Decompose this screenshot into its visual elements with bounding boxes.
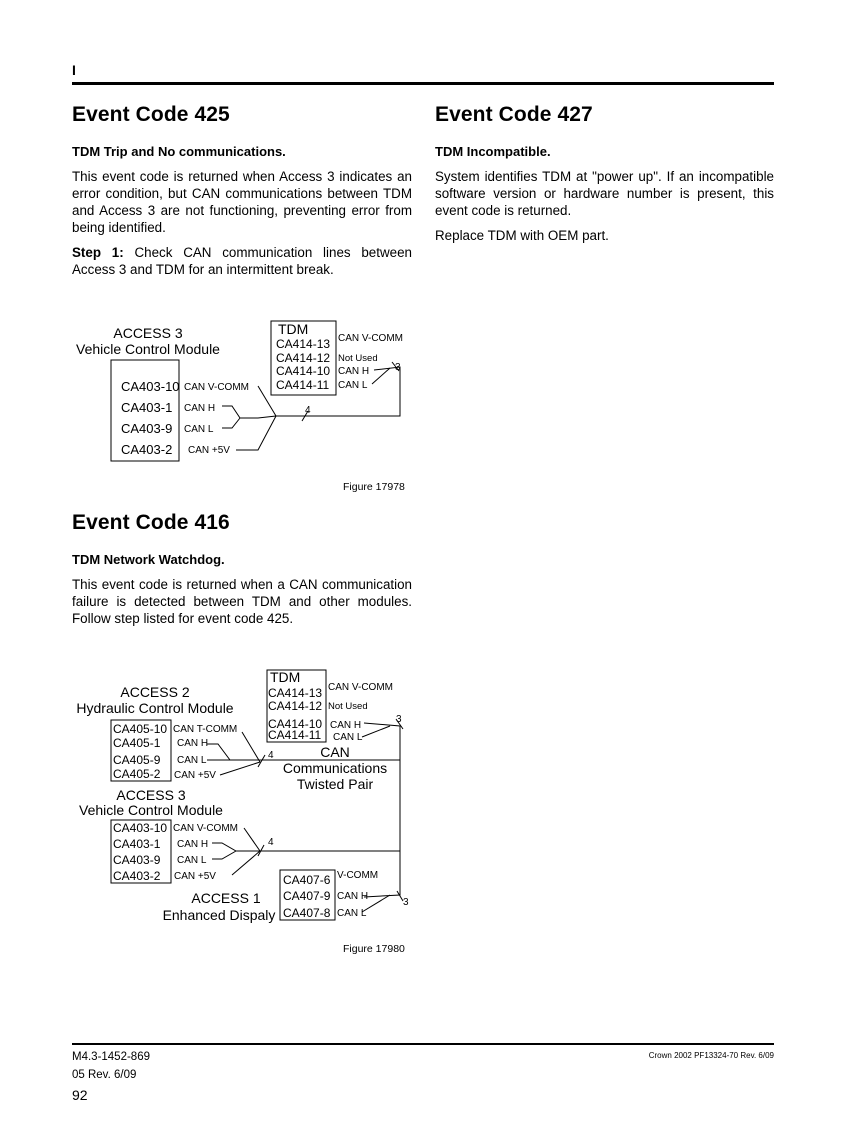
fig1-tdm-pin: CA414-11 <box>276 378 330 392</box>
figure-17980-diagram <box>70 666 416 928</box>
fig2-wire <box>207 744 400 760</box>
fig2-access2-pin: CA405-2 <box>113 767 161 781</box>
fig2-access2-signal: CAN L <box>177 755 207 766</box>
event-427-body-2: Replace TDM with OEM part. <box>435 228 609 243</box>
fig2-wire <box>212 851 236 859</box>
fig2-access2-pin: CA405-10 <box>113 722 168 736</box>
fig2-access1-pin: CA407-9 <box>283 889 331 903</box>
fig2-access3-signal: CAN H <box>177 839 209 850</box>
fig1-tdm-signal: Not Used <box>338 353 378 364</box>
fig1-wire <box>222 418 240 428</box>
fig2-access1-signal: CAN H <box>337 891 369 902</box>
fig2-access3-pin: CA403-2 <box>113 869 161 883</box>
fig2-wire-count: 4 <box>268 837 274 848</box>
fig2-tdm-pin: CA414-12 <box>268 699 323 713</box>
fig2-access1-signal: V-COMM <box>337 870 379 881</box>
fig2-access1-subtitle: Enhanced Dispaly <box>162 907 276 923</box>
event-427-subtitle: TDM Incompatible. <box>435 144 551 159</box>
fig2-access1-title: ACCESS 1 <box>191 890 261 906</box>
fig2-access2-pin: CA405-9 <box>113 753 161 767</box>
footer-copyright: Crown 2002 PF13324-70 Rev. 6/09 <box>648 1051 774 1060</box>
footer-revision: 05 Rev. 6/09 <box>72 1069 137 1081</box>
fig1-tdm-signal: CAN L <box>338 380 368 391</box>
fig1-tdm-title: TDM <box>278 321 309 337</box>
fig1-tdm-signal: CAN H <box>338 366 370 377</box>
fig1-access-signal: CAN +5V <box>188 445 230 456</box>
section-letter: I <box>72 62 76 78</box>
fig2-access2-signal: CAN +5V <box>174 770 216 781</box>
figure-17978-diagram <box>66 318 416 468</box>
event-416-body: This event code is returned when a CAN communication failure is detected between TDM and other modules. Follow step listed for event code 425. <box>72 577 412 626</box>
fig2-wire <box>244 828 260 851</box>
figure-17978-caption: Figure 17978 <box>343 481 405 493</box>
fig2-tdm-pin: CA414-11 <box>268 728 322 742</box>
fig1-access-signal: CAN V-COMM <box>184 382 249 393</box>
fig2-access2-subtitle: Hydraulic Control Module <box>76 700 234 716</box>
event-416-subtitle: TDM Network Watchdog. <box>72 552 225 567</box>
fig1-access-title: ACCESS 3 <box>113 325 183 341</box>
fig1-access-pin: CA403-9 <box>121 421 173 436</box>
fig2-tdm-signal: CAN H <box>330 720 362 731</box>
event-425-subtitle: TDM Trip and No communications. <box>72 144 286 159</box>
top-rule <box>72 82 774 85</box>
fig1-wire <box>258 386 276 416</box>
fig2-tdm-signal: Not Used <box>328 701 368 712</box>
fig2-access3-signal: CAN V-COMM <box>173 823 238 834</box>
fig1-access-pin: CA403-1 <box>121 400 173 415</box>
event-416-title: Event Code 416 <box>72 511 230 534</box>
fig2-access3-pin: CA403-9 <box>113 853 161 867</box>
fig2-wire-count: 3 <box>403 897 409 908</box>
fig2-access3-subtitle: Vehicle Control Module <box>79 802 223 818</box>
fig1-tdm-signal: CAN V-COMM <box>338 333 403 344</box>
fig2-can-label-2: Communications <box>282 760 388 776</box>
fig2-wire <box>220 762 260 775</box>
fig2-access2-signal: CAN T-COMM <box>173 724 238 735</box>
fig1-access-subtitle: Vehicle Control Module <box>76 341 220 357</box>
event-416-section <box>72 511 412 627</box>
page-number: 92 <box>72 1087 88 1103</box>
fig2-access3-signal: CAN +5V <box>174 871 216 882</box>
footer-doc-number: M4.3-1452-869 <box>72 1051 150 1063</box>
event-425-step <box>72 244 412 278</box>
fig2-wire <box>362 726 390 737</box>
fig2-tdm-pin: CA414-13 <box>268 686 323 700</box>
event-425-title: Event Code 425 <box>72 103 230 126</box>
fig1-access-pin: CA403-2 <box>121 442 173 457</box>
fig2-access3-pin: CA403-1 <box>113 837 161 851</box>
fig2-access1-signal: CAN L <box>337 908 367 919</box>
event-427-body: System identifies TDM at "power up". If an incompatible software version or hardware number is present, this event code is returned. <box>435 169 774 218</box>
fig2-wire <box>232 851 260 875</box>
fig2-access2-signal: CAN H <box>177 738 209 749</box>
fig2-tdm-pin: CA414-10 <box>268 717 323 731</box>
bottom-rule <box>72 1043 774 1045</box>
fig2-wire <box>212 843 400 851</box>
fig1-access-signal: CAN H <box>184 403 216 414</box>
fig2-access3-pin: CA403-10 <box>113 821 168 835</box>
fig2-can-label-3: Twisted Pair <box>296 776 374 792</box>
fig1-tdm-pin: CA414-12 <box>276 351 331 365</box>
fig1-wire-count: 4 <box>305 405 311 416</box>
fig1-wire <box>222 406 276 418</box>
fig2-access1-pin: CA407-8 <box>283 906 331 920</box>
fig1-tdm-pin: CA414-13 <box>276 337 331 351</box>
fig2-tdm-signal: CAN V-COMM <box>328 682 393 693</box>
fig2-wire <box>242 732 260 762</box>
fig1-wire-count: 3 <box>395 362 401 373</box>
fig2-can-label: CAN <box>320 744 350 760</box>
fig2-tdm-title: TDM <box>270 669 301 685</box>
step-text: Check CAN communication lines between Access 3 and TDM for an intermittent break. <box>72 245 412 277</box>
fig2-access2-pin: CA405-1 <box>113 736 161 750</box>
fig2-access3-title: ACCESS 3 <box>116 787 186 803</box>
step-label: Step 1: <box>72 245 124 260</box>
fig2-tdm-signal: CAN L <box>333 732 363 743</box>
fig1-tdm-pin: CA414-10 <box>276 364 331 378</box>
fig2-access1-pin: CA407-6 <box>283 873 331 887</box>
event-425-body: This event code is returned when Access 3 indicates an error condition, but CAN communications between TDM and Access 3 are not functioning, preventing error from being identified. <box>72 169 412 235</box>
fig2-access3-signal: CAN L <box>177 855 207 866</box>
event-427-title: Event Code 427 <box>435 103 593 126</box>
fig1-access-pin: CA403-10 <box>121 379 180 394</box>
fig2-access2-title: ACCESS 2 <box>120 684 190 700</box>
event-425-section <box>72 103 412 278</box>
event-427-section <box>435 103 774 244</box>
figure-17980-caption: Figure 17980 <box>343 943 405 955</box>
fig2-wire-count: 4 <box>268 750 274 761</box>
fig1-access-signal: CAN L <box>184 424 214 435</box>
fig1-wire <box>236 416 276 450</box>
fig2-wire-count: 3 <box>396 714 402 725</box>
